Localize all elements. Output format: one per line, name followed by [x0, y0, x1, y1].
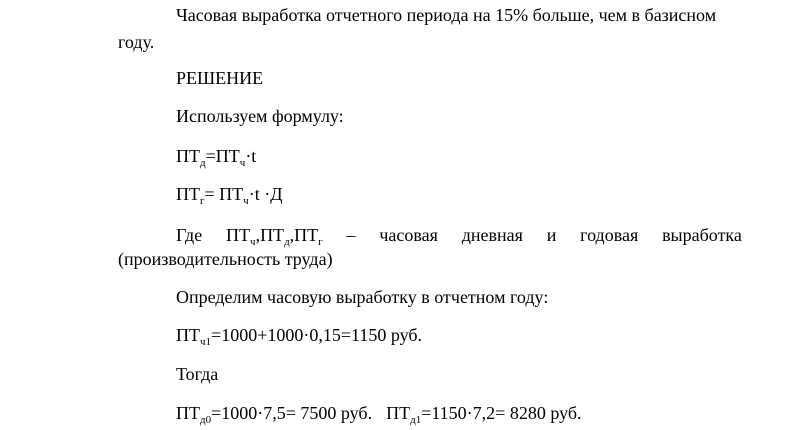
- formula-subscript: д1: [410, 414, 422, 426]
- formula-term: ПТ: [176, 403, 200, 423]
- formula-subscript: ч: [239, 157, 246, 169]
- definition-word: и: [546, 225, 557, 245]
- definition-symbols: $ПТ_ч,ПТ_д,ПТ_г$: [226, 225, 323, 248]
- formula-term: ПТ: [386, 403, 411, 423]
- formula-term: ·t: [245, 146, 257, 166]
- formula-subscript: д0: [200, 414, 212, 426]
- formula-term: = ПТ: [204, 184, 244, 204]
- formula-term: ПТ: [176, 325, 200, 345]
- formula-term: =ПТ: [205, 146, 240, 166]
- definition-word: выработка: [662, 225, 742, 245]
- definition-word: дневная: [461, 225, 523, 245]
- task-text: Определим часовую выработку в отчетном году:: [176, 287, 549, 307]
- formula-subscript: г: [200, 195, 205, 207]
- formula-term: ·t ·Д: [248, 184, 283, 204]
- paragraph-line-1: Часовая выработка отчетного периода на 15% больше, чем в базисном: [176, 5, 717, 25]
- formula-subscript: д: [200, 157, 206, 169]
- then-text: Тогда: [176, 364, 219, 384]
- definition-line: [176, 224, 742, 246]
- section-heading: РЕШЕНИЕ: [176, 68, 264, 88]
- formula-daily-calc: [176, 402, 582, 424]
- formula-term: =1000·7,5= 7500 руб.: [211, 403, 373, 423]
- definition-word: –: [346, 225, 356, 245]
- definition-continuation: (производительность труда): [118, 249, 333, 269]
- definition-word: часовая: [379, 225, 438, 245]
- formula-term: =1000+1000·0,15=1150 руб.: [211, 325, 423, 345]
- formula-term: ПТ: [176, 184, 200, 204]
- paragraph-line-2: году.: [118, 32, 155, 52]
- definition-word: Где: [176, 225, 203, 245]
- formula-term: =1150·7,2= 8280 руб.: [421, 403, 582, 423]
- formula-subscript: ч1: [200, 336, 212, 348]
- formula-term: ПТ: [176, 146, 200, 166]
- intro-text: Используем формулу:: [176, 106, 344, 126]
- formula-subscript: ч: [243, 195, 249, 207]
- formula-daily-output: [176, 145, 256, 167]
- formula-hourly-calc: [176, 324, 422, 346]
- definition-word: годовая: [580, 225, 639, 245]
- formula-annual-output: [176, 183, 283, 205]
